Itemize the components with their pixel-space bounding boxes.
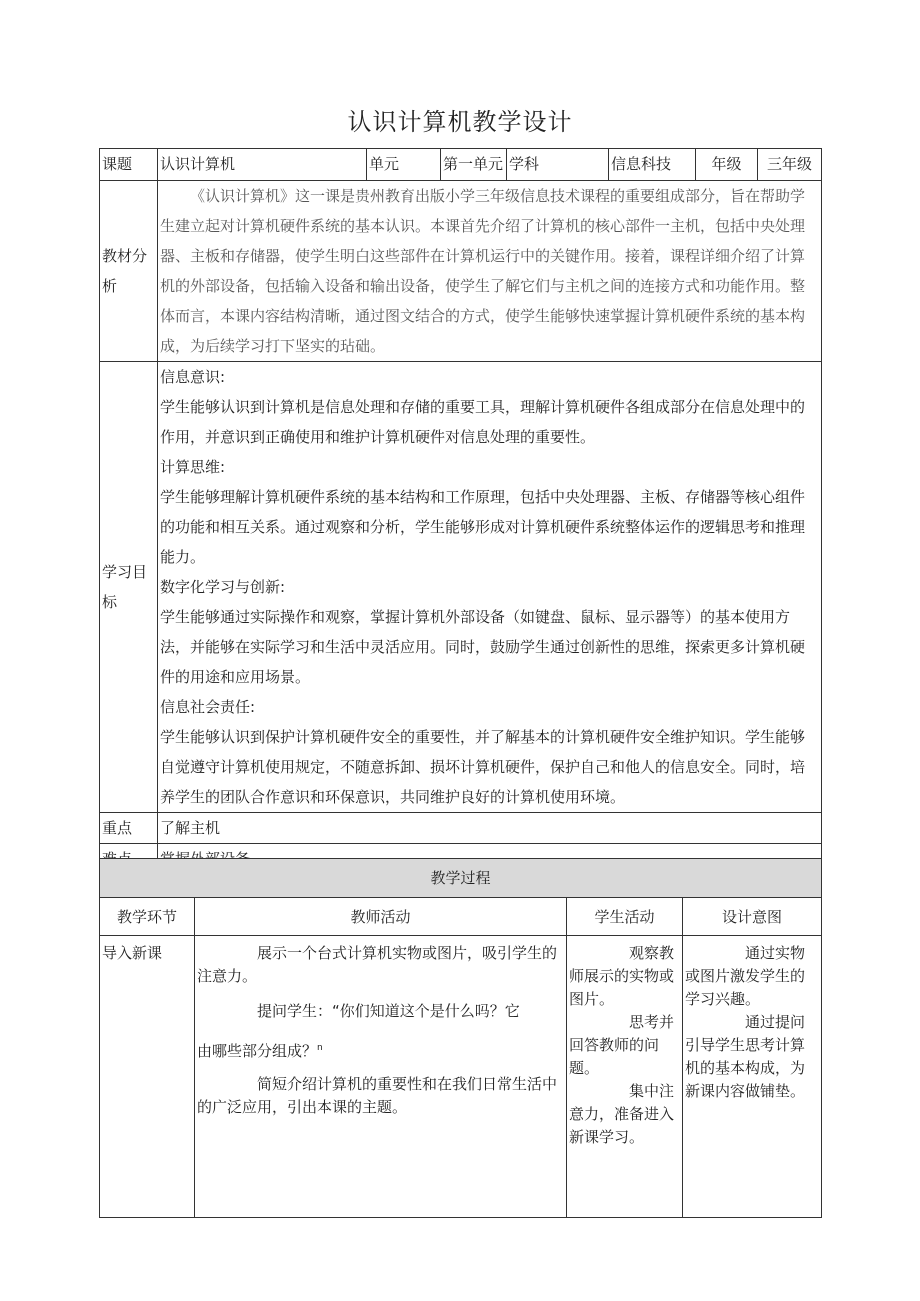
unit-value: 第一单元 — [441, 149, 507, 181]
process-header: 教学过程 — [100, 859, 822, 898]
column-header-teacher: 教师活动 — [195, 898, 567, 936]
column-header-stage: 教学环节 — [100, 898, 195, 936]
teacher-activity-2: 提问学生：“你们知道这个是什么吗？它 — [257, 1002, 520, 1020]
student-activity-3: 集中注意力，准备进入新课学习。 — [569, 1082, 675, 1146]
stage-cell: 导入新课 — [100, 936, 195, 1218]
teacher-activity-1: 展示一个台式计算机实物或图片，吸引学生的注意力。 — [197, 944, 558, 985]
objective-heading-2: 计算思维: — [160, 458, 226, 476]
table-row — [100, 936, 822, 1218]
objective-text-4: 学生能够认识到保护计算机硬件安全的重要性，并了解基本的计算机硬件安全维护知识。学生能够自觉遵守计算机使用规定，不随意拆卸、损坏计算机硬件，保护自己和他人的信息安全。同时，培养学生的团队合作意识和环保意识，共同维护良好的计算机使用环境。 — [160, 728, 806, 806]
subject-label: 学科 — [507, 149, 609, 181]
design-intent-1: 通过实物或图片激发学生的学习兴趣。 — [685, 944, 806, 1008]
teacher-activity-4: 简短介绍计算机的重要性和在我们日常生活中的广泛应用，引出本课的主题。 — [197, 1075, 558, 1116]
analysis-cell — [158, 181, 822, 362]
grade-label: 年级 — [696, 149, 758, 181]
objective-text-2: 学生能够理解计算机硬件系统的基本结构和工作原理，包括中央处理器、主板、存储器等核心组件的功能和相互关系。通过观察和分析，学生能够形成对计算机硬件系统整体运作的逻辑思考和推理能力。 — [160, 488, 806, 566]
analysis-label: 教材分析 — [100, 181, 158, 362]
course-value: 认识计算机 — [158, 149, 367, 181]
key-point-value: 了解主机 — [158, 813, 822, 844]
subject-value: 信息科技 — [609, 149, 696, 181]
course-label: 课题 — [100, 149, 158, 181]
student-activity-cell — [567, 936, 683, 1218]
teacher-activity-3: 由哪些部分组成？ — [197, 1042, 318, 1060]
document-title: 认识计算机教学设计 — [347, 108, 573, 136]
unit-label: 单元 — [367, 149, 441, 181]
objective-heading-3: 数字化学习与创新: — [160, 578, 286, 596]
teaching-process-table — [99, 858, 822, 1218]
grade-value: 三年级 — [758, 149, 822, 181]
column-header-intent: 设计意图 — [683, 898, 822, 936]
column-header-student: 学生活动 — [567, 898, 683, 936]
student-activity-2: 思考并回答教师的问题。 — [569, 1013, 675, 1077]
design-intent-2: 通过提问引导学生思考计算机的基本构成，为新课内容做铺垫。 — [685, 1013, 806, 1100]
teacher-activity-cell — [195, 936, 567, 1218]
student-activity-1: 观察教师展示的实物或图片。 — [569, 944, 675, 1008]
design-intent-cell — [683, 936, 822, 1218]
objective-text-3: 学生能够通过实际操作和观察，掌握计算机外部设备（如键盘、鼠标、显示器等）的基本使用方法，并能够在实际学习和生活中灵活应用。同时，鼓励学生通过创新性的思维，探索更多计算机硬件的用途和应用场景。 — [160, 608, 806, 686]
lesson-info-table — [99, 148, 822, 875]
objective-text-1: 学生能够认识到计算机是信息处理和存储的重要工具，理解计算机硬件各组成部分在信息处理中的作用，并意识到正确使用和维护计算机硬件对信息处理的重要性。 — [160, 398, 806, 446]
teacher-mark: n — [317, 1043, 323, 1053]
analysis-text: 《认识计算机》这一课是贵州教育出版小学三年级信息技术课程的重要组成部分，旨在帮助学生建立起对计算机硬件系统的基本认识。本课首先介绍了计算机的核心部件一主机，包括中央处理器、主板和存储器，使学生明白这些部件在计算机运行中的关键作用。接着，课程详细介绍了计算机的外部设备，包括输入设备和输出设备，使学生了解它们与主机之间的连接方式和功能作用。整体而言，本课内容结构清晰，通过图文结合的方式，使学生能够快速掌握计算机硬件系统的基本构成，为后续学习打下坚实的玷础。 — [160, 187, 806, 355]
objective-heading-4: 信息社会责任: — [160, 698, 256, 716]
key-point-label: 重点 — [100, 813, 158, 844]
objectives-cell — [158, 362, 822, 813]
objectives-label: 学习目标 — [100, 362, 158, 813]
objective-heading-1: 信息意识: — [160, 368, 226, 386]
